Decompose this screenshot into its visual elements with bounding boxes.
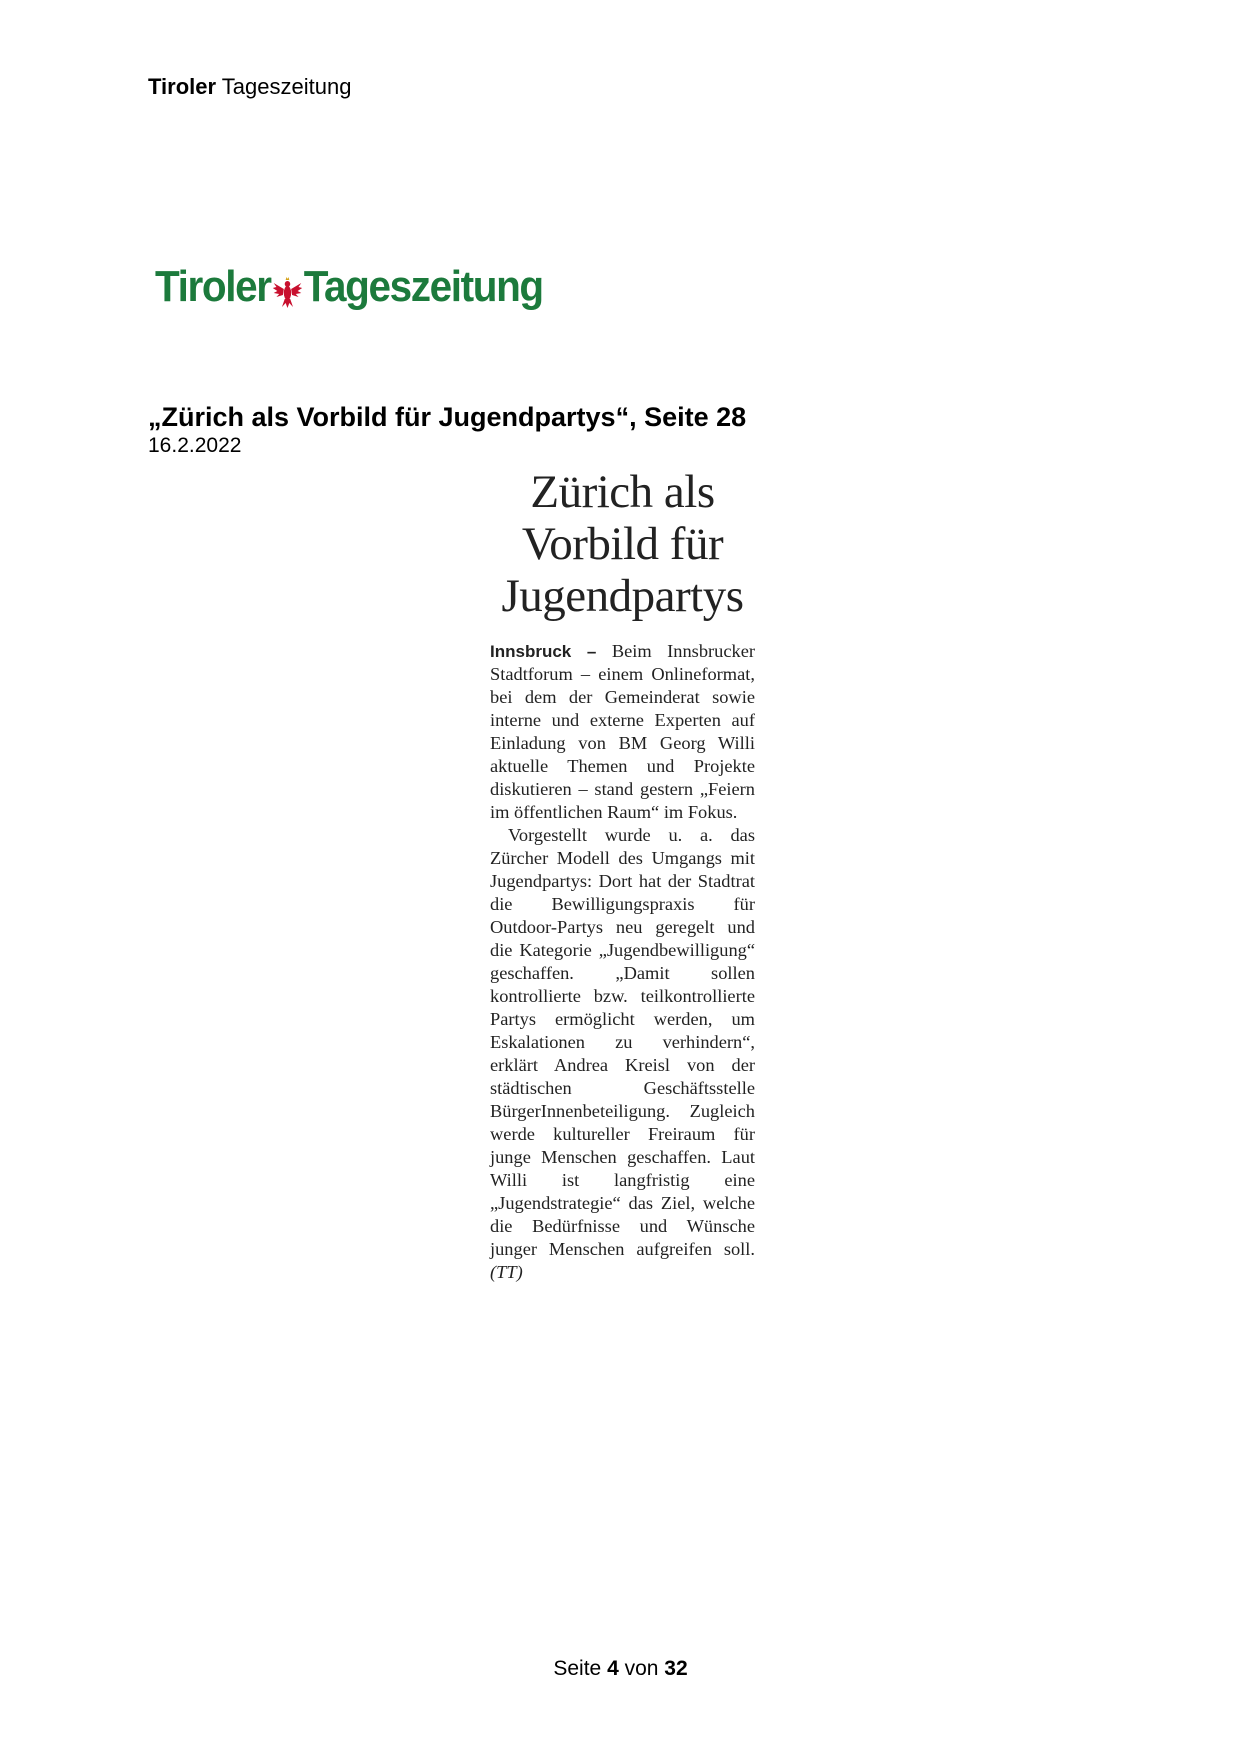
publication-name-bold: Tiroler [148,74,217,99]
publication-name-rest: Tageszeitung [221,74,352,99]
clipping-headline [490,466,755,622]
clipping-headline-line: Jugendpartys [501,570,744,622]
article-title: „Zürich als Vorbild für Jugendpartys“, Seite 28 [148,402,747,432]
clipping-headline-line: Zürich als [530,466,715,518]
logo-left-text: Tiroler [155,262,271,311]
clipping-paragraph [490,640,755,824]
clipping-paragraph [490,824,755,1284]
publication-header [148,74,351,100]
clipping-credit: (TT) [490,1262,523,1282]
tyrolean-eagle-icon [272,270,301,304]
footer-prefix: Seite [553,1657,602,1680]
newspaper-clipping [490,466,755,1284]
clipping-body [490,640,755,1284]
clipping-paragraph-text: Vorgestellt wurde u. a. das Zürcher Modell des Umgangs mit Jugendpartys: Dort hat der Stadtrat die Bewilligungspraxis für Outdoor-Partys neu geregelt und die Kategorie „Jugendbewilligung“ geschaffen. „Damit sollen kontrollierte bzw. teilkontrollierte Partys ermöglicht werden, um Eskalationen zu verhindern“, erklärt Andrea Kreisl von der städtischen Geschäftsstelle BürgerInnenbeteiligung. Zugleich werde kultureller Freiraum für junge Menschen geschaffen. Laut Willi ist langfristig eine „Jugendstrategie“ das Ziel, welche die Bedürfnisse und Wünsche junger Menschen aufgreifen soll. [490,825,755,1259]
article-date: 16.2.2022 [148,434,242,457]
logo-right-text: Tageszeitung [303,262,543,311]
publication-logo [155,262,543,312]
clipping-dateline: Innsbruck – [490,642,597,661]
clipping-headline-line: Vorbild für [521,518,724,570]
footer-current-page: 4 [607,1657,619,1680]
footer-total-pages: 32 [664,1657,688,1680]
footer-middle: von [624,1657,659,1680]
page-footer [0,1657,1241,1681]
clipping-paragraph-text: Beim Innsbrucker Stadtforum – einem Onlineformat, bei dem der Gemeinderat sowie interne und externe Experten auf Einladung von BM Georg Willi aktuelle Themen und Projekte diskutieren – stand gestern „Feiern im öffentlichen Raum“ im Fokus. [490,641,755,822]
